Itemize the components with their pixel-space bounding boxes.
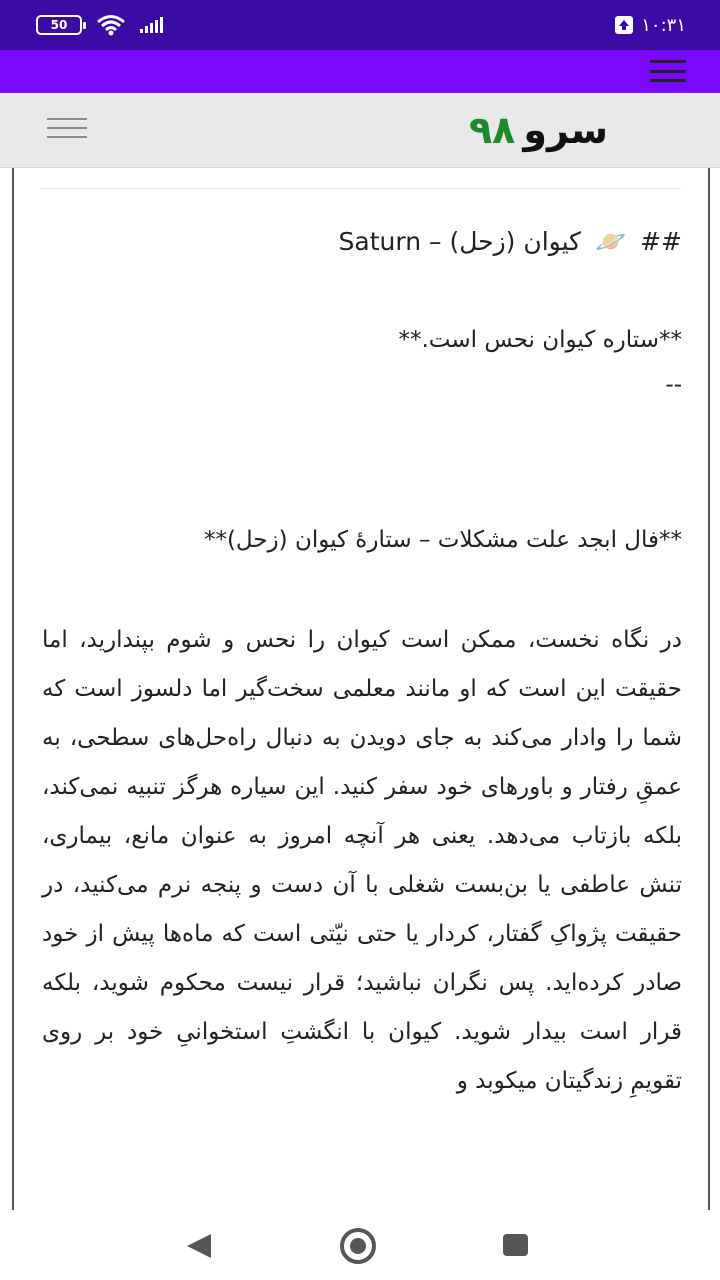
home-circle-icon[interactable] — [340, 1228, 376, 1264]
status-icons-right — [615, 15, 686, 36]
article-paragraph: در نگاه نخست، ممکن است کیوان را نحس و شوم بپندارید، اما حقیقت این است که او مانند معلمی سخت‌گیر اما دلسوز است که شما را وادار می‌کند به جای دویدن به دنبال راه‌حل‌های سطحی، به عمقِ رفتار و باورهای خود سفر کنید. این سیاره هرگز تنبیه نمی‌کند، بلکه بازتاب می‌دهد. یعنی هر آنچه امروز به عنوان مانع، بیماری، تنش عاطفی یا بن‌بست شغلی با آن دست و پنجه نرم می‌کنید، در حقیقت پژواکِ گفتار، کردار یا حتی نیّتی است که ماه‌ها پیش از خود صادر کرده‌اید. پس نگران نباشید؛ قرار نیست محکوم شوید، بلکه قرار است بیدار شوید. کیوان با انگشتِ استخوانیِ خود بر روی تقویمِ زندگیتان میکوبد و — [42, 627, 682, 1094]
bold-line-1: **ستاره کیوان نحس است.** — [398, 327, 682, 353]
logo-number: ۹۸ — [468, 108, 516, 152]
status-icons-left — [36, 14, 163, 36]
clock: ۱۰:۳۱ — [641, 14, 686, 36]
article-content — [12, 168, 710, 1210]
recent-apps-square-icon[interactable] — [503, 1234, 528, 1256]
upload-notification-icon — [615, 16, 633, 34]
battery-level: 50 — [50, 18, 68, 32]
back-triangle-icon[interactable] — [187, 1234, 211, 1258]
site-header — [0, 93, 720, 168]
site-menu-icon[interactable] — [47, 118, 87, 138]
logo-word: سرو — [523, 108, 608, 152]
battery-icon — [36, 15, 82, 35]
dash-line: -- — [665, 372, 682, 398]
cell-signal-icon — [140, 17, 163, 33]
wifi-icon — [96, 14, 126, 36]
article-heading — [42, 220, 682, 264]
divider — [41, 188, 681, 189]
hamburger-menu-icon[interactable] — [650, 60, 686, 82]
system-nav-bar — [0, 1210, 720, 1280]
app-bar — [0, 50, 720, 93]
heading-prefix: ## — [640, 227, 682, 256]
site-logo[interactable] — [469, 105, 608, 155]
planet-icon: 🪐 — [595, 227, 627, 256]
heading-text: کیوان (زحل) – Saturn — [338, 227, 582, 256]
bold-line-2: **فال ابجد علت مشکلات – ستارهٔ کیوان (زحل)** — [203, 527, 682, 553]
status-bar — [0, 0, 720, 50]
